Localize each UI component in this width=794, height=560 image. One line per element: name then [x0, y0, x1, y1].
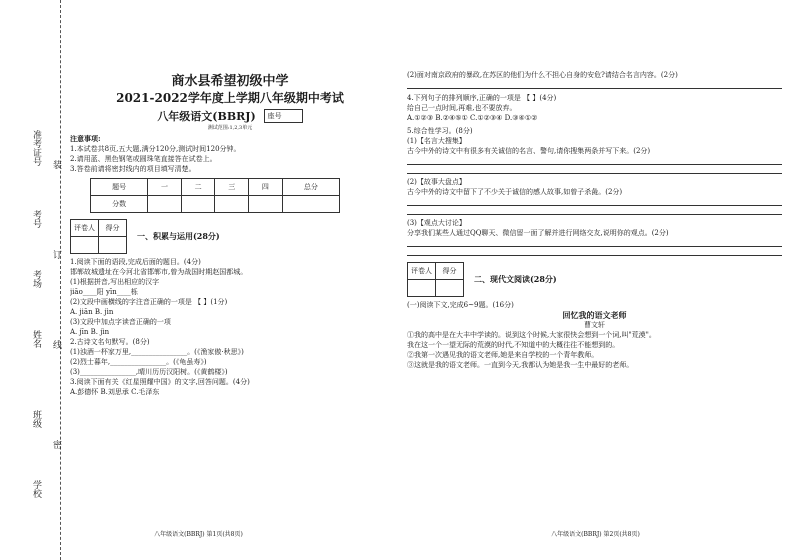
seat-box[interactable]: 座号 [264, 109, 303, 123]
question-line: (1)浊酒一杯家万里,________________。(《渔家傲·秋思》) [70, 348, 244, 356]
reading-paragraph: ①我的高中是在大丰中学读的。说到这个时候,大家很快会想到一个词,叫"荒漠"。 [407, 331, 656, 339]
question-line: (2)【故事大盘点】 [407, 178, 466, 186]
answer-line[interactable] [407, 165, 782, 174]
question-line: 古今中外的诗文中有很多有关诚信的名言、警句,请你搜集两条并写下来。(2分) [407, 147, 651, 155]
score-table [90, 178, 340, 213]
school-label: 学校 [31, 480, 41, 498]
question-line: 分享我们某些人通过QQ聊天、微信留一面了解并进行网络交友,说明你的观点。(2分) [407, 229, 669, 237]
grader-label: 评卷人 [71, 220, 99, 237]
question-line: 3.阅读下面有关《红星照耀中国》的文字,回答问题。(4分) [70, 378, 250, 386]
candidate-number-label: 考号 [31, 210, 41, 228]
test-range: 测试范围:1,2,3单元 [207, 125, 253, 131]
score-header: 题号 [91, 179, 148, 196]
score-label: 得分 [99, 220, 127, 237]
score-cell[interactable] [282, 196, 339, 213]
question-line: (2)烈士暮年,________________。(《龟虽寿》) [70, 358, 207, 366]
left-content [70, 70, 390, 397]
reading-paragraph: ②我第一次遇见我的语文老师,她是来自学校的一个青年教师。 [407, 351, 599, 359]
question-line: (2)面对南京政府的暴政,在苏区的他们为什么不担心自身的安危?请结合名言内容。(2分) [407, 71, 678, 79]
grader-box [407, 262, 464, 297]
question-line: A. jiān B. jìn [70, 308, 114, 316]
score-cell[interactable] [148, 196, 182, 213]
answer-line[interactable] [407, 247, 782, 256]
answer-line[interactable] [407, 197, 782, 206]
score-cell[interactable] [249, 196, 283, 213]
answer-line[interactable] [407, 156, 782, 165]
question-line: (3)文段中加点字读音正确的一项 [70, 318, 171, 326]
answer-line[interactable] [407, 238, 782, 247]
score-cell[interactable] [215, 196, 249, 213]
grader-cell[interactable] [71, 237, 99, 254]
notes-title: 注意事项: [70, 134, 101, 143]
answer-line[interactable] [407, 80, 782, 89]
score-row-label: 分数 [91, 196, 148, 213]
question-line: (2)文段中画横线的字注音正确的一项是 【 】(1分) [70, 298, 228, 306]
question-line: (1)根据拼音,写出相应的汉字 [70, 278, 160, 286]
reading-paragraph: 我在这一个一望无际的荒漠的时代,不知道中的大概往往不能想到的。 [407, 341, 620, 349]
score-header: 二 [181, 179, 215, 196]
grader-cell[interactable] [408, 280, 436, 297]
question-line: 邯郸故城遗址在今河北省邯郸市,曾为战国时期赵国都城。 [70, 268, 248, 276]
binding-margin [0, 0, 61, 560]
grader-label: 评卷人 [408, 263, 436, 280]
reading-intro: (一)阅读下文,完成6~9题。(16分) [407, 301, 514, 309]
page-right [397, 0, 794, 560]
question-line: A.彭德怀 B.刘思承 C.毛泽东 [70, 388, 160, 396]
class-label: 班级 [31, 410, 41, 428]
school-title: 商水县希望初级中学 [171, 74, 289, 89]
reading-author: 曹文轩 [584, 321, 605, 329]
part2-title: 二、现代文阅读(28分) [474, 274, 557, 284]
question-line: 2.古诗文名句默写。(8分) [70, 338, 150, 346]
seal-char-3: 线 [51, 340, 61, 349]
score-label: 得分 [436, 263, 464, 280]
part1-title: 一、积累与运用(28分) [137, 231, 220, 241]
name-label: 姓名 [31, 330, 41, 348]
question-line: 1.阅读下面的语段,完成后面的题目。(4分) [70, 258, 201, 266]
score-cell[interactable] [99, 237, 127, 254]
question-line: A. jīn B. jìn [70, 328, 110, 336]
seal-char-4: 密 [51, 440, 61, 449]
question-line: 4.下列句子的排列顺序,正确的一项是 【 】(4分) [407, 94, 557, 102]
question-line: jiāo____阳 yīn____栎 [70, 288, 138, 296]
reading-title: 回忆我的语文老师 [562, 310, 627, 320]
reading-paragraph: ③这就是我的语文老师。一直到今天,我都认为她是我一生中最好的老师。 [407, 361, 634, 369]
question-line: (1)【名言大搜集】 [407, 137, 466, 145]
question-line: (3)【观点大讨论】 [407, 219, 466, 227]
seal-char-2: 订 [51, 250, 61, 259]
question-line: (3)________________,晴川历历汉阳树。(《黄鹤楼》) [70, 368, 228, 376]
note-item: 1.本试卷共8页,五大题,满分120分,测试时间120分钟。 [70, 145, 241, 153]
score-cell[interactable] [181, 196, 215, 213]
exam-room-label: 考场 [31, 270, 41, 288]
grader-box [70, 219, 127, 254]
score-header: 一 [148, 179, 182, 196]
page-footer: 八年级语文(BBRJ) 第1页(共8页) [154, 531, 243, 538]
question-line: 5.综合性学习。(8分) [407, 127, 473, 135]
exam-number-label: 准考证号 [31, 130, 41, 166]
right-content [407, 70, 782, 370]
score-header: 总分 [282, 179, 339, 196]
question-line: 古今中外的诗文中留下了不少关于诚信的感人故事,如曾子杀彘。(2分) [407, 188, 623, 196]
score-cell[interactable] [436, 280, 464, 297]
note-item: 2.请用蓝、黑色钢笔或圆珠笔直接答在试卷上。 [70, 155, 217, 163]
answer-line[interactable] [407, 206, 782, 215]
seal-char-1: 装 [51, 160, 61, 169]
exam-title: 2021-2022学年度上学期八年级期中考试 [116, 91, 344, 105]
page-footer: 八年级语文(BBRJ) 第2页(共8页) [551, 531, 640, 538]
note-item: 3.答卷前请将密封线内的项目填写清楚。 [70, 165, 196, 173]
subject-title: 八年级语文(BBRJ) [157, 110, 256, 123]
question-line: A.①②③ B.②④⑤① C.①②③④ D.③④①② [407, 114, 538, 122]
score-header: 三 [215, 179, 249, 196]
question-line: 给自己一点时间,再难,也不要放弃。 [407, 104, 517, 112]
score-header: 四 [249, 179, 283, 196]
